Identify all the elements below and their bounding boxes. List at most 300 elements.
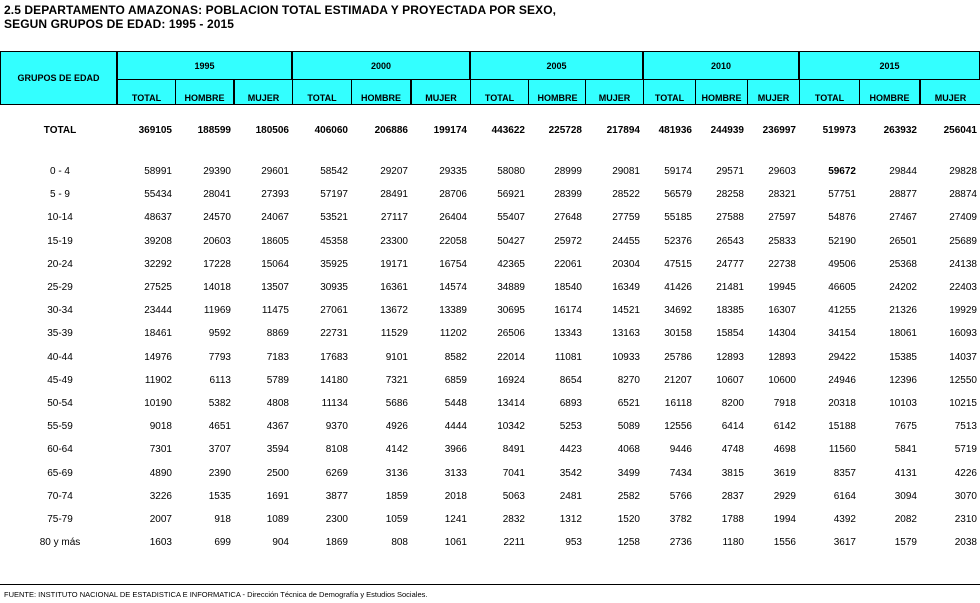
table-row-7-value: 11202: [439, 328, 467, 340]
table-title-line-1: 2.5 DEPARTAMENTO AMAZONAS: POBLACION TOTAL ESTIMADA Y PROYECTADA POR SEXO,: [4, 3, 557, 17]
sub-header-total-2005: TOTAL: [470, 79, 529, 105]
table-row-9-value: 12550: [949, 374, 977, 386]
table-row-2-value: 48637: [144, 212, 172, 224]
table-row-0-value: 29601: [261, 166, 289, 177]
table-row-8-value: 8582: [444, 351, 467, 363]
table-row-16-value: 1061: [444, 537, 467, 549]
table-header: [0, 51, 980, 105]
table-row-10-value: 10190: [144, 398, 172, 409]
table-row-4-value: 22061: [554, 258, 582, 270]
table-title-line-2: SEGUN GRUPOS DE EDAD: 1995 - 2015: [4, 17, 235, 31]
table-row-5-value: 18540: [554, 282, 582, 293]
table-row-1-value: 56579: [664, 189, 692, 201]
table-row-4-value: 16754: [439, 258, 467, 270]
table-row-10-value: 5382: [208, 398, 231, 409]
table-row-2-value: 53521: [320, 212, 348, 224]
table-row-12-value: 5719: [954, 444, 977, 456]
table-row-8-value: 25786: [664, 351, 692, 363]
table-row-9-value: 12396: [889, 374, 917, 386]
table-row-2-value: 27588: [716, 212, 744, 224]
table-row-12-value: 4698: [773, 444, 796, 456]
table-row-3-value: 52190: [828, 235, 856, 247]
year-header-1995: 1995: [117, 51, 292, 80]
table-row-0-value: 29207: [380, 166, 408, 177]
table-row-11-value: 4926: [385, 421, 408, 433]
table-row-0-value: 29081: [612, 166, 640, 177]
table-row-11-value: 4651: [208, 421, 231, 433]
table-row-14-value: 3070: [954, 490, 977, 502]
table-row-3-value: 24455: [612, 235, 640, 247]
table-row-9-label: 45-49: [47, 374, 73, 386]
table-row-5-value: 19945: [768, 282, 796, 293]
table-row-1-value: 28706: [439, 189, 467, 201]
table-row-12-value: 4068: [617, 444, 640, 456]
table-row-10-value: 4808: [266, 398, 289, 409]
table-row-15-value: 1994: [773, 514, 796, 525]
table-row-9-value: 10607: [716, 374, 744, 386]
table-row-4-value: 25368: [889, 258, 917, 270]
table-row-5-value: 46605: [828, 282, 856, 293]
table-row-4-value: 15064: [261, 258, 289, 270]
table-row-1-value: 28522: [612, 189, 640, 201]
table-row-13-value: 4890: [149, 467, 172, 479]
table-row-16-value: 1556: [773, 537, 796, 549]
table-row-0-value: 29844: [889, 166, 917, 177]
table-row-1-value: 28874: [949, 189, 977, 201]
table-row-3-value: 25833: [768, 235, 796, 247]
table-row-12-value: 4423: [559, 444, 582, 456]
table-row-1-value: 57197: [320, 189, 348, 201]
table-row-4-value: 24777: [716, 258, 744, 270]
bottom-rule: [0, 584, 980, 585]
table-row-4-value: 35925: [320, 258, 348, 270]
table-row-10-value: 13414: [497, 398, 525, 409]
table-row-8-value: 12893: [768, 351, 796, 363]
table-row-15-value: 3782: [669, 514, 692, 525]
table-row-16-value: 2736: [669, 537, 692, 549]
total-row-value: 519973: [822, 125, 856, 136]
table-row-0-value: 28999: [554, 166, 582, 177]
table-row-4-value: 47515: [664, 258, 692, 270]
table-row-7-value: 26506: [497, 328, 525, 340]
table-row-12-value: 7301: [149, 444, 172, 456]
table-row-12-value: 8108: [325, 444, 348, 456]
table-row-5-value: 41426: [664, 282, 692, 293]
table-row-5-value: 27525: [144, 282, 172, 293]
table-row-0-value: 29571: [716, 166, 744, 177]
table-row-9-value: 10600: [768, 374, 796, 386]
table-row-14-value: 1535: [208, 490, 231, 502]
table-row-16-value: 1180: [722, 537, 744, 549]
table-row-5-label: 25-29: [47, 282, 73, 293]
sub-header-total-1995: TOTAL: [117, 79, 176, 105]
table-row-8-label: 40-44: [47, 351, 73, 363]
table-row-10-value: 5686: [385, 398, 408, 409]
sub-header-hombre-2000: HOMBRE: [351, 79, 411, 105]
table-row-6-value: 23444: [144, 305, 172, 317]
table-row-3-value: 52376: [664, 235, 692, 247]
table-row-4-value: 32292: [144, 258, 172, 270]
total-row-value: 180506: [255, 125, 289, 136]
table-row-14-value: 1691: [266, 490, 289, 502]
total-row-value: 369105: [138, 125, 172, 136]
table-row-5-value: 13507: [261, 282, 289, 293]
table-row-4-value: 20304: [612, 258, 640, 270]
table-row-2-value: 27648: [554, 212, 582, 224]
table-row-15-value: 918: [214, 514, 231, 525]
table-row-16-label: 80 y más: [39, 537, 81, 549]
table-row-4-value: 19171: [380, 258, 408, 270]
table-row-8-value: 7183: [266, 351, 289, 363]
table-row-7-value: 15854: [716, 328, 744, 340]
table-row-13-value: 7434: [669, 467, 692, 479]
table-row-8-value: 10933: [612, 351, 640, 363]
table-row-3-value: 20603: [203, 235, 231, 247]
table-row-5-value: 24202: [889, 282, 917, 293]
table-row-12-value: 9446: [669, 444, 692, 456]
table-row-2-value: 26404: [439, 212, 467, 224]
table-row-15-value: 1312: [559, 514, 582, 525]
table-row-15-value: 1059: [385, 514, 408, 525]
table-row-11-value: 15188: [828, 421, 856, 433]
table-row-6-label: 30-34: [47, 305, 73, 317]
table-row-11-value: 6414: [721, 421, 744, 433]
table-row-14-value: 2929: [773, 490, 796, 502]
year-header-2015: 2015: [799, 51, 980, 80]
sub-header-total-2010: TOTAL: [643, 79, 696, 105]
table-row-6-value: 11969: [203, 305, 231, 317]
table-row-6-value: 34692: [664, 305, 692, 317]
table-row-9-value: 6113: [209, 374, 231, 386]
table-row-14-value: 6164: [833, 490, 856, 502]
table-row-0-value: 29828: [949, 166, 977, 177]
table-row-13-value: 2390: [208, 467, 231, 479]
year-header-2005: 2005: [470, 51, 643, 80]
total-row-value: 481936: [658, 125, 692, 136]
table-row-16-value: 1869: [325, 537, 348, 549]
table-row-8-value: 15385: [889, 351, 917, 363]
total-row-value: 199174: [433, 125, 467, 136]
table-row-8-value: 12893: [716, 351, 744, 363]
table-row-11-value: 6142: [773, 421, 796, 433]
table-row-16-value: 1258: [617, 537, 640, 549]
table-row-7-value: 18061: [889, 328, 917, 340]
table-row-9-value: 16924: [497, 374, 525, 386]
table-row-0-label: 0 - 4: [49, 166, 70, 177]
sub-header-hombre-2005: HOMBRE: [528, 79, 587, 105]
table-row-16-value: 904: [272, 537, 289, 549]
table-row-11-value: 4367: [266, 421, 289, 433]
table-row-6-value: 14521: [612, 305, 640, 317]
table-row-0-value: 29603: [768, 166, 796, 177]
table-row-5-value: 16349: [612, 282, 640, 293]
table-row-6-value: 19929: [949, 305, 977, 317]
table-row-13-value: 6269: [325, 467, 348, 479]
table-row-14-value: 2582: [617, 490, 640, 502]
table-row-7-value: 30158: [664, 328, 692, 340]
table-row-2-value: 27117: [380, 212, 408, 224]
table-row-9-value: 8654: [559, 374, 582, 386]
table-row-4-value: 24138: [949, 258, 977, 270]
table-row-6-value: 13672: [380, 305, 408, 317]
table-row-14-value: 5063: [502, 490, 525, 502]
table-row-14-value: 2837: [721, 490, 744, 502]
table-row-9-value: 5789: [266, 374, 289, 386]
sub-header-mujer-1995: MUJER: [234, 79, 293, 105]
table-row-15-value: 2300: [325, 514, 348, 525]
table-row-14-label: 70-74: [47, 490, 73, 502]
table-row-4-value: 17228: [203, 258, 231, 270]
table-row-15-value: 2310: [954, 514, 977, 525]
table-row-15-value: 2082: [894, 514, 917, 525]
table-row-2-value: 55407: [497, 212, 525, 224]
table-row-12-value: 8491: [502, 444, 525, 456]
total-row-value: 443622: [491, 125, 525, 136]
table-row-15-label: 75-79: [47, 514, 73, 525]
table-row-1-value: 28877: [889, 189, 917, 201]
table-row-5-value: 14018: [203, 282, 231, 293]
table-row-11-label: 55-59: [47, 421, 73, 433]
table-row-1-value: 28258: [716, 189, 744, 201]
table-row-2-label: 10-14: [47, 212, 73, 224]
table-row-12-label: 60-64: [47, 444, 73, 456]
group-label-header: GRUPOS DE EDAD: [0, 51, 117, 105]
total-row-value: 225728: [548, 125, 582, 136]
table-row-11-value: 9370: [325, 421, 348, 433]
table-row-6-value: 30695: [497, 305, 525, 317]
table-row-8-value: 11081: [554, 351, 582, 363]
table-row-3-value: 18605: [261, 235, 289, 247]
table-row-3-value: 50427: [497, 235, 525, 247]
table-row-8-value: 9101: [385, 351, 408, 363]
table-row-1-label: 5 - 9: [49, 189, 70, 201]
table-row-10-value: 6893: [559, 398, 582, 409]
table-row-10-value: 16118: [664, 398, 692, 409]
table-row-6-value: 18385: [716, 305, 744, 317]
table-row-3-value: 23300: [380, 235, 408, 247]
total-row-value: 244939: [710, 125, 744, 136]
table-row-8-value: 14037: [949, 351, 977, 363]
table-row-1-value: 56921: [497, 189, 525, 201]
table-row-13-value: 3499: [617, 467, 640, 479]
table-row-13-value: 4131: [894, 467, 917, 479]
table-row-14-value: 3094: [894, 490, 917, 502]
sub-header-total-2015: TOTAL: [799, 79, 860, 105]
table-row-5-value: 14574: [439, 282, 467, 293]
table-row-1-value: 28041: [203, 189, 231, 201]
table-row-0-value: 59174: [664, 166, 692, 177]
table-row-16-value: 3617: [833, 537, 856, 549]
table-row-15-value: 1089: [266, 514, 289, 525]
table-row-10-value: 8200: [721, 398, 744, 409]
source-footnote: FUENTE: INSTITUTO NACIONAL DE ESTADISTICA E INFORMATICA - Dirección Técnica de Demografía y Estudios Sociales.: [4, 590, 428, 599]
table-row-8-value: 29422: [828, 351, 856, 363]
table-row-9-value: 14180: [320, 374, 348, 386]
table-row-16-value: 808: [391, 537, 408, 549]
table-row-1-value: 57751: [828, 189, 856, 201]
table-row-3-label: 15-19: [47, 235, 73, 247]
table-row-7-value: 14304: [768, 328, 796, 340]
table-row-0-value: 58080: [497, 166, 525, 177]
table-row-12-value: 3594: [266, 444, 289, 456]
sub-header-hombre-2010: HOMBRE: [695, 79, 748, 105]
table-row-4-value: 49506: [828, 258, 856, 270]
table-row-7-label: 35-39: [47, 328, 73, 340]
table-row-16-value: 2211: [503, 537, 525, 549]
table-row-9-value: 6859: [444, 374, 467, 386]
table-row-5-value: 34889: [497, 282, 525, 293]
table-row-7-value: 13343: [554, 328, 582, 340]
table-row-14-value: 2018: [444, 490, 467, 502]
table-row-15-value: 4392: [833, 514, 856, 525]
table-row-2-value: 55185: [664, 212, 692, 224]
table-row-13-label: 65-69: [47, 467, 73, 479]
table-row-0-value: 29390: [203, 166, 231, 177]
table-row-16-value: 953: [565, 537, 582, 549]
table-row-3-value: 25972: [554, 235, 582, 247]
table-row-6-value: 16174: [554, 305, 582, 317]
table-row-14-value: 3226: [149, 490, 172, 502]
table-row-4-label: 20-24: [47, 258, 73, 270]
table-row-10-value: 7918: [773, 398, 796, 409]
table-row-7-value: 9592: [208, 328, 231, 340]
total-row-value: 256041: [943, 125, 977, 136]
table-row-15-value: 1241: [444, 514, 467, 525]
table-row-6-value: 21326: [889, 305, 917, 317]
table-row-13-value: 7041: [502, 467, 525, 479]
sub-header-mujer-2015: MUJER: [920, 79, 980, 105]
table-row-5-value: 30935: [320, 282, 348, 293]
table-row-13-value: 3619: [773, 467, 796, 479]
table-row-7-value: 16093: [949, 328, 977, 340]
table-row-7-value: 8869: [266, 328, 289, 340]
table-row-6-value: 41255: [828, 305, 856, 317]
table-row-8-value: 17683: [320, 351, 348, 363]
table-row-14-value: 1859: [385, 490, 408, 502]
table-row-13-value: 2500: [266, 467, 289, 479]
table-row-12-value: 3707: [208, 444, 231, 456]
table-row-10-label: 50-54: [47, 398, 73, 409]
table-row-12-value: 4142: [385, 444, 408, 456]
table-row-2-value: 54876: [828, 212, 856, 224]
table-row-9-value: 8270: [617, 374, 640, 386]
table-row-16-value: 1579: [894, 537, 917, 549]
table-row-3-value: 45358: [320, 235, 348, 247]
table-row-12-value: 3966: [444, 444, 467, 456]
table-row-2-value: 27467: [889, 212, 917, 224]
table-row-2-value: 24067: [261, 212, 289, 224]
table-row-16-value: 699: [214, 537, 231, 549]
total-row-label: TOTAL: [43, 125, 77, 136]
sub-header-total-2000: TOTAL: [292, 79, 352, 105]
table-row-10-value: 10103: [889, 398, 917, 409]
table-row-14-value: 3877: [325, 490, 348, 502]
table-row-10-value: 20318: [828, 398, 856, 409]
table-row-11-value: 12556: [664, 421, 692, 433]
table-row-12-value: 4748: [721, 444, 744, 456]
table-row-1-value: 55434: [144, 189, 172, 201]
table-row-11-value: 5253: [559, 421, 582, 433]
table-row-2-value: 27759: [612, 212, 640, 224]
table-row-9-value: 11902: [144, 374, 172, 386]
table-row-1-value: 28399: [554, 189, 582, 201]
table-row-15-value: 2832: [502, 514, 525, 525]
year-header-2010: 2010: [643, 51, 799, 80]
table-row-16-value: 1603: [149, 537, 172, 549]
table-row-12-value: 11560: [828, 444, 856, 456]
table-row-3-value: 26501: [889, 235, 917, 247]
table-row-8-value: 22014: [497, 351, 525, 363]
table-row-7-value: 18461: [144, 328, 172, 340]
table-row-8-value: 14976: [144, 351, 172, 363]
table-row-5-value: 21481: [716, 282, 744, 293]
table-row-11-value: 4444: [444, 421, 467, 433]
table-row-6-value: 13389: [439, 305, 467, 317]
table-row-0-value: 59672: [828, 166, 856, 177]
table-row-11-value: 5089: [617, 421, 640, 433]
total-row-value: 217894: [606, 125, 640, 136]
table-row-15-value: 1788: [721, 514, 744, 525]
total-row-value: 188599: [197, 125, 231, 136]
table-row-11-value: 7513: [954, 421, 977, 433]
table-row-15-value: 1520: [617, 514, 640, 525]
table-row-1-value: 27393: [261, 189, 289, 201]
total-row-value: 406060: [314, 125, 348, 136]
sub-header-hombre-2015: HOMBRE: [859, 79, 920, 105]
table-row-13-value: 3136: [385, 467, 408, 479]
table-row-10-value: 5448: [444, 398, 467, 409]
table-row-3-value: 39208: [144, 235, 172, 247]
table-row-11-value: 10342: [497, 421, 525, 433]
table-row-0-value: 58542: [320, 166, 348, 177]
table-row-4-value: 22738: [768, 258, 796, 270]
table-row-13-value: 3815: [721, 467, 744, 479]
table-row-2-value: 24570: [203, 212, 231, 224]
table-row-14-value: 2481: [559, 490, 582, 502]
table-row-9-value: 7321: [385, 374, 408, 386]
table-row-13-value: 8357: [833, 467, 856, 479]
table-row-9-value: 24946: [828, 374, 856, 386]
total-row-value: 236997: [762, 125, 796, 136]
sub-header-mujer-2005: MUJER: [585, 79, 644, 105]
table-row-3-value: 26543: [716, 235, 744, 247]
table-row-7-value: 13163: [612, 328, 640, 340]
sub-header-hombre-1995: HOMBRE: [175, 79, 234, 105]
table-row-13-value: 4226: [954, 467, 977, 479]
table-row-6-value: 27061: [320, 305, 348, 317]
table-row-1-value: 28321: [768, 189, 796, 201]
year-header-2000: 2000: [292, 51, 470, 80]
table-row-6-value: 11475: [261, 305, 289, 317]
table-row-0-value: 29335: [439, 166, 467, 177]
table-row-13-value: 3133: [444, 467, 467, 479]
table-row-8-value: 7793: [208, 351, 231, 363]
table-row-7-value: 22731: [320, 328, 348, 340]
total-row-value: 263932: [883, 125, 917, 136]
table-row-16-value: 2038: [954, 537, 977, 549]
table-row-4-value: 42365: [497, 258, 525, 270]
table-row-12-value: 5841: [894, 444, 917, 456]
table-row-7-value: 34154: [828, 328, 856, 340]
table-row-3-value: 25689: [949, 235, 977, 247]
table-row-9-value: 21207: [664, 374, 692, 386]
table-row-10-value: 11134: [321, 398, 348, 409]
sub-header-mujer-2010: MUJER: [747, 79, 800, 105]
table-row-5-value: 22403: [949, 282, 977, 293]
table-row-15-value: 2007: [149, 514, 172, 525]
table-row-6-value: 16307: [768, 305, 796, 317]
table-row-2-value: 27597: [768, 212, 796, 224]
